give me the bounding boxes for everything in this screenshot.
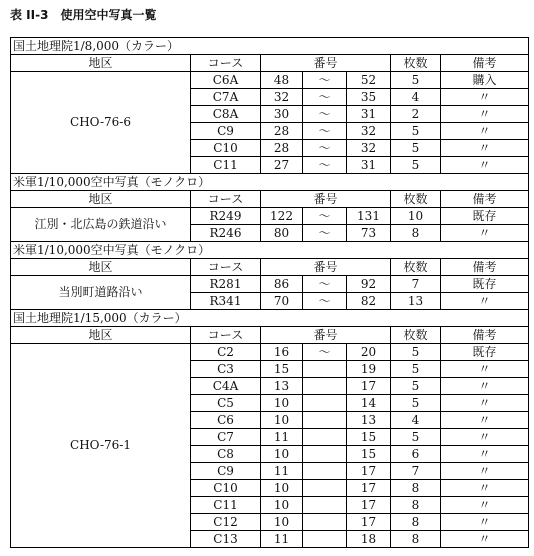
number-to-cell: 52 (347, 72, 391, 89)
course-cell: R281 (191, 276, 261, 293)
header-area: 地区 (11, 55, 191, 72)
number-to-cell: 13 (347, 412, 391, 429)
header-area: 地区 (11, 259, 191, 276)
number-sep-cell (303, 531, 347, 548)
note-cell: 〃 (441, 140, 529, 157)
course-cell: C6A (191, 72, 261, 89)
number-to-cell: 17 (347, 463, 391, 480)
header-course: コース (191, 191, 261, 208)
header-course: コース (191, 55, 261, 72)
count-cell: 5 (391, 157, 441, 174)
course-cell: R246 (191, 225, 261, 242)
note-cell: 〃 (441, 106, 529, 123)
number-to-cell: 35 (347, 89, 391, 106)
course-cell: C7A (191, 89, 261, 106)
number-sep-cell (303, 497, 347, 514)
note-cell: 〃 (441, 395, 529, 412)
number-sep-cell: 〜 (303, 140, 347, 157)
count-cell: 5 (391, 378, 441, 395)
number-sep-cell (303, 361, 347, 378)
course-cell: C7 (191, 429, 261, 446)
course-cell: C11 (191, 497, 261, 514)
number-sep-cell (303, 463, 347, 480)
header-area: 地区 (11, 191, 191, 208)
count-cell: 5 (391, 361, 441, 378)
course-cell: C10 (191, 480, 261, 497)
number-to-cell: 14 (347, 395, 391, 412)
number-from-cell: 80 (261, 225, 303, 242)
section-title-row (11, 310, 529, 327)
count-cell: 8 (391, 531, 441, 548)
count-cell: 5 (391, 140, 441, 157)
course-cell: C4A (191, 378, 261, 395)
course-cell: C8 (191, 446, 261, 463)
header-number: 番号 (261, 55, 391, 72)
area-cell: CHO-76-1 (11, 344, 191, 548)
count-cell: 7 (391, 463, 441, 480)
number-from-cell: 27 (261, 157, 303, 174)
course-cell: C11 (191, 157, 261, 174)
number-from-cell: 10 (261, 412, 303, 429)
note-cell: 既存 (441, 208, 529, 225)
column-header-row (11, 191, 529, 208)
column-header-row (11, 259, 529, 276)
number-sep-cell (303, 514, 347, 531)
number-from-cell: 10 (261, 446, 303, 463)
note-cell: 〃 (441, 514, 529, 531)
number-to-cell: 20 (347, 344, 391, 361)
note-cell: 〃 (441, 429, 529, 446)
number-from-cell: 16 (261, 344, 303, 361)
section-title-row (11, 174, 529, 191)
number-from-cell: 122 (261, 208, 303, 225)
number-sep-cell (303, 480, 347, 497)
section-title: 国土地理院1/15,000（カラー） (11, 310, 529, 327)
course-cell: C10 (191, 140, 261, 157)
number-from-cell: 11 (261, 531, 303, 548)
count-cell: 13 (391, 293, 441, 310)
header-note: 備考 (441, 327, 529, 344)
table-row (11, 72, 529, 89)
number-sep-cell: 〜 (303, 106, 347, 123)
number-to-cell: 17 (347, 514, 391, 531)
document-title: 表 II-3 使用空中写真一覧 (10, 8, 157, 22)
number-sep-cell (303, 395, 347, 412)
number-sep-cell: 〜 (303, 344, 347, 361)
number-to-cell: 15 (347, 429, 391, 446)
note-cell: 〃 (441, 123, 529, 140)
number-from-cell: 11 (261, 429, 303, 446)
section-title: 国土地理院1/8,000（カラー） (11, 38, 529, 55)
table-row (11, 208, 529, 225)
number-from-cell: 10 (261, 395, 303, 412)
table-row (11, 344, 529, 361)
note-cell: 〃 (441, 225, 529, 242)
number-sep-cell (303, 378, 347, 395)
header-number: 番号 (261, 191, 391, 208)
number-from-cell: 30 (261, 106, 303, 123)
header-number: 番号 (261, 259, 391, 276)
note-cell: 購入 (441, 72, 529, 89)
number-from-cell: 10 (261, 480, 303, 497)
count-cell: 8 (391, 497, 441, 514)
column-header-row (11, 55, 529, 72)
header-course: コース (191, 327, 261, 344)
number-sep-cell: 〜 (303, 123, 347, 140)
count-cell: 5 (391, 395, 441, 412)
header-note: 備考 (441, 55, 529, 72)
number-to-cell: 32 (347, 123, 391, 140)
aerial-photo-table (10, 37, 529, 548)
note-cell: 〃 (441, 412, 529, 429)
note-cell: 〃 (441, 497, 529, 514)
course-cell: C9 (191, 123, 261, 140)
number-sep-cell (303, 412, 347, 429)
count-cell: 8 (391, 514, 441, 531)
number-sep-cell: 〜 (303, 225, 347, 242)
number-from-cell: 32 (261, 89, 303, 106)
number-to-cell: 73 (347, 225, 391, 242)
number-sep-cell: 〜 (303, 89, 347, 106)
number-to-cell: 19 (347, 361, 391, 378)
section-title: 米軍1/10,000空中写真（モノクロ） (11, 174, 529, 191)
header-course: コース (191, 259, 261, 276)
number-to-cell: 17 (347, 378, 391, 395)
count-cell: 4 (391, 412, 441, 429)
section-title: 米軍1/10,000空中写真（モノクロ） (11, 242, 529, 259)
area-cell: 当別町道路沿い (11, 276, 191, 310)
number-sep-cell (303, 429, 347, 446)
note-cell: 〃 (441, 531, 529, 548)
number-from-cell: 10 (261, 497, 303, 514)
note-cell: 既存 (441, 344, 529, 361)
number-from-cell: 48 (261, 72, 303, 89)
course-cell: R249 (191, 208, 261, 225)
count-cell: 8 (391, 225, 441, 242)
count-cell: 5 (391, 72, 441, 89)
count-cell: 8 (391, 480, 441, 497)
number-from-cell: 13 (261, 378, 303, 395)
number-from-cell: 28 (261, 140, 303, 157)
note-cell: 〃 (441, 446, 529, 463)
note-cell: 既存 (441, 276, 529, 293)
count-cell: 5 (391, 123, 441, 140)
header-count: 枚数 (391, 327, 441, 344)
count-cell: 5 (391, 429, 441, 446)
note-cell: 〃 (441, 293, 529, 310)
number-sep-cell (303, 446, 347, 463)
header-count: 枚数 (391, 55, 441, 72)
number-from-cell: 28 (261, 123, 303, 140)
course-cell: C8A (191, 106, 261, 123)
course-cell: C3 (191, 361, 261, 378)
table-row (11, 276, 529, 293)
count-cell: 5 (391, 344, 441, 361)
number-from-cell: 11 (261, 463, 303, 480)
number-to-cell: 32 (347, 140, 391, 157)
number-from-cell: 86 (261, 276, 303, 293)
count-cell: 10 (391, 208, 441, 225)
number-to-cell: 17 (347, 480, 391, 497)
count-cell: 2 (391, 106, 441, 123)
note-cell: 〃 (441, 157, 529, 174)
section-title-row (11, 38, 529, 55)
count-cell: 6 (391, 446, 441, 463)
number-to-cell: 17 (347, 497, 391, 514)
course-cell: C5 (191, 395, 261, 412)
course-cell: C12 (191, 514, 261, 531)
header-area: 地区 (11, 327, 191, 344)
number-from-cell: 70 (261, 293, 303, 310)
number-sep-cell: 〜 (303, 72, 347, 89)
number-to-cell: 31 (347, 106, 391, 123)
number-from-cell: 10 (261, 514, 303, 531)
area-cell: 江別・北広島の鉄道沿い (11, 208, 191, 242)
note-cell: 〃 (441, 463, 529, 480)
course-cell: C2 (191, 344, 261, 361)
course-cell: R341 (191, 293, 261, 310)
header-count: 枚数 (391, 259, 441, 276)
count-cell: 4 (391, 89, 441, 106)
number-sep-cell: 〜 (303, 208, 347, 225)
note-cell: 〃 (441, 378, 529, 395)
note-cell: 〃 (441, 89, 529, 106)
number-sep-cell: 〜 (303, 157, 347, 174)
number-to-cell: 15 (347, 446, 391, 463)
note-cell: 〃 (441, 480, 529, 497)
number-to-cell: 18 (347, 531, 391, 548)
course-cell: C6 (191, 412, 261, 429)
number-to-cell: 131 (347, 208, 391, 225)
count-cell: 7 (391, 276, 441, 293)
section-title-row (11, 242, 529, 259)
note-cell: 〃 (441, 361, 529, 378)
header-note: 備考 (441, 191, 529, 208)
number-to-cell: 31 (347, 157, 391, 174)
number-from-cell: 15 (261, 361, 303, 378)
area-cell: CHO-76-6 (11, 72, 191, 174)
number-sep-cell: 〜 (303, 276, 347, 293)
course-cell: C13 (191, 531, 261, 548)
number-to-cell: 82 (347, 293, 391, 310)
column-header-row (11, 327, 529, 344)
number-to-cell: 92 (347, 276, 391, 293)
number-sep-cell: 〜 (303, 293, 347, 310)
header-number: 番号 (261, 327, 391, 344)
header-note: 備考 (441, 259, 529, 276)
course-cell: C9 (191, 463, 261, 480)
header-count: 枚数 (391, 191, 441, 208)
